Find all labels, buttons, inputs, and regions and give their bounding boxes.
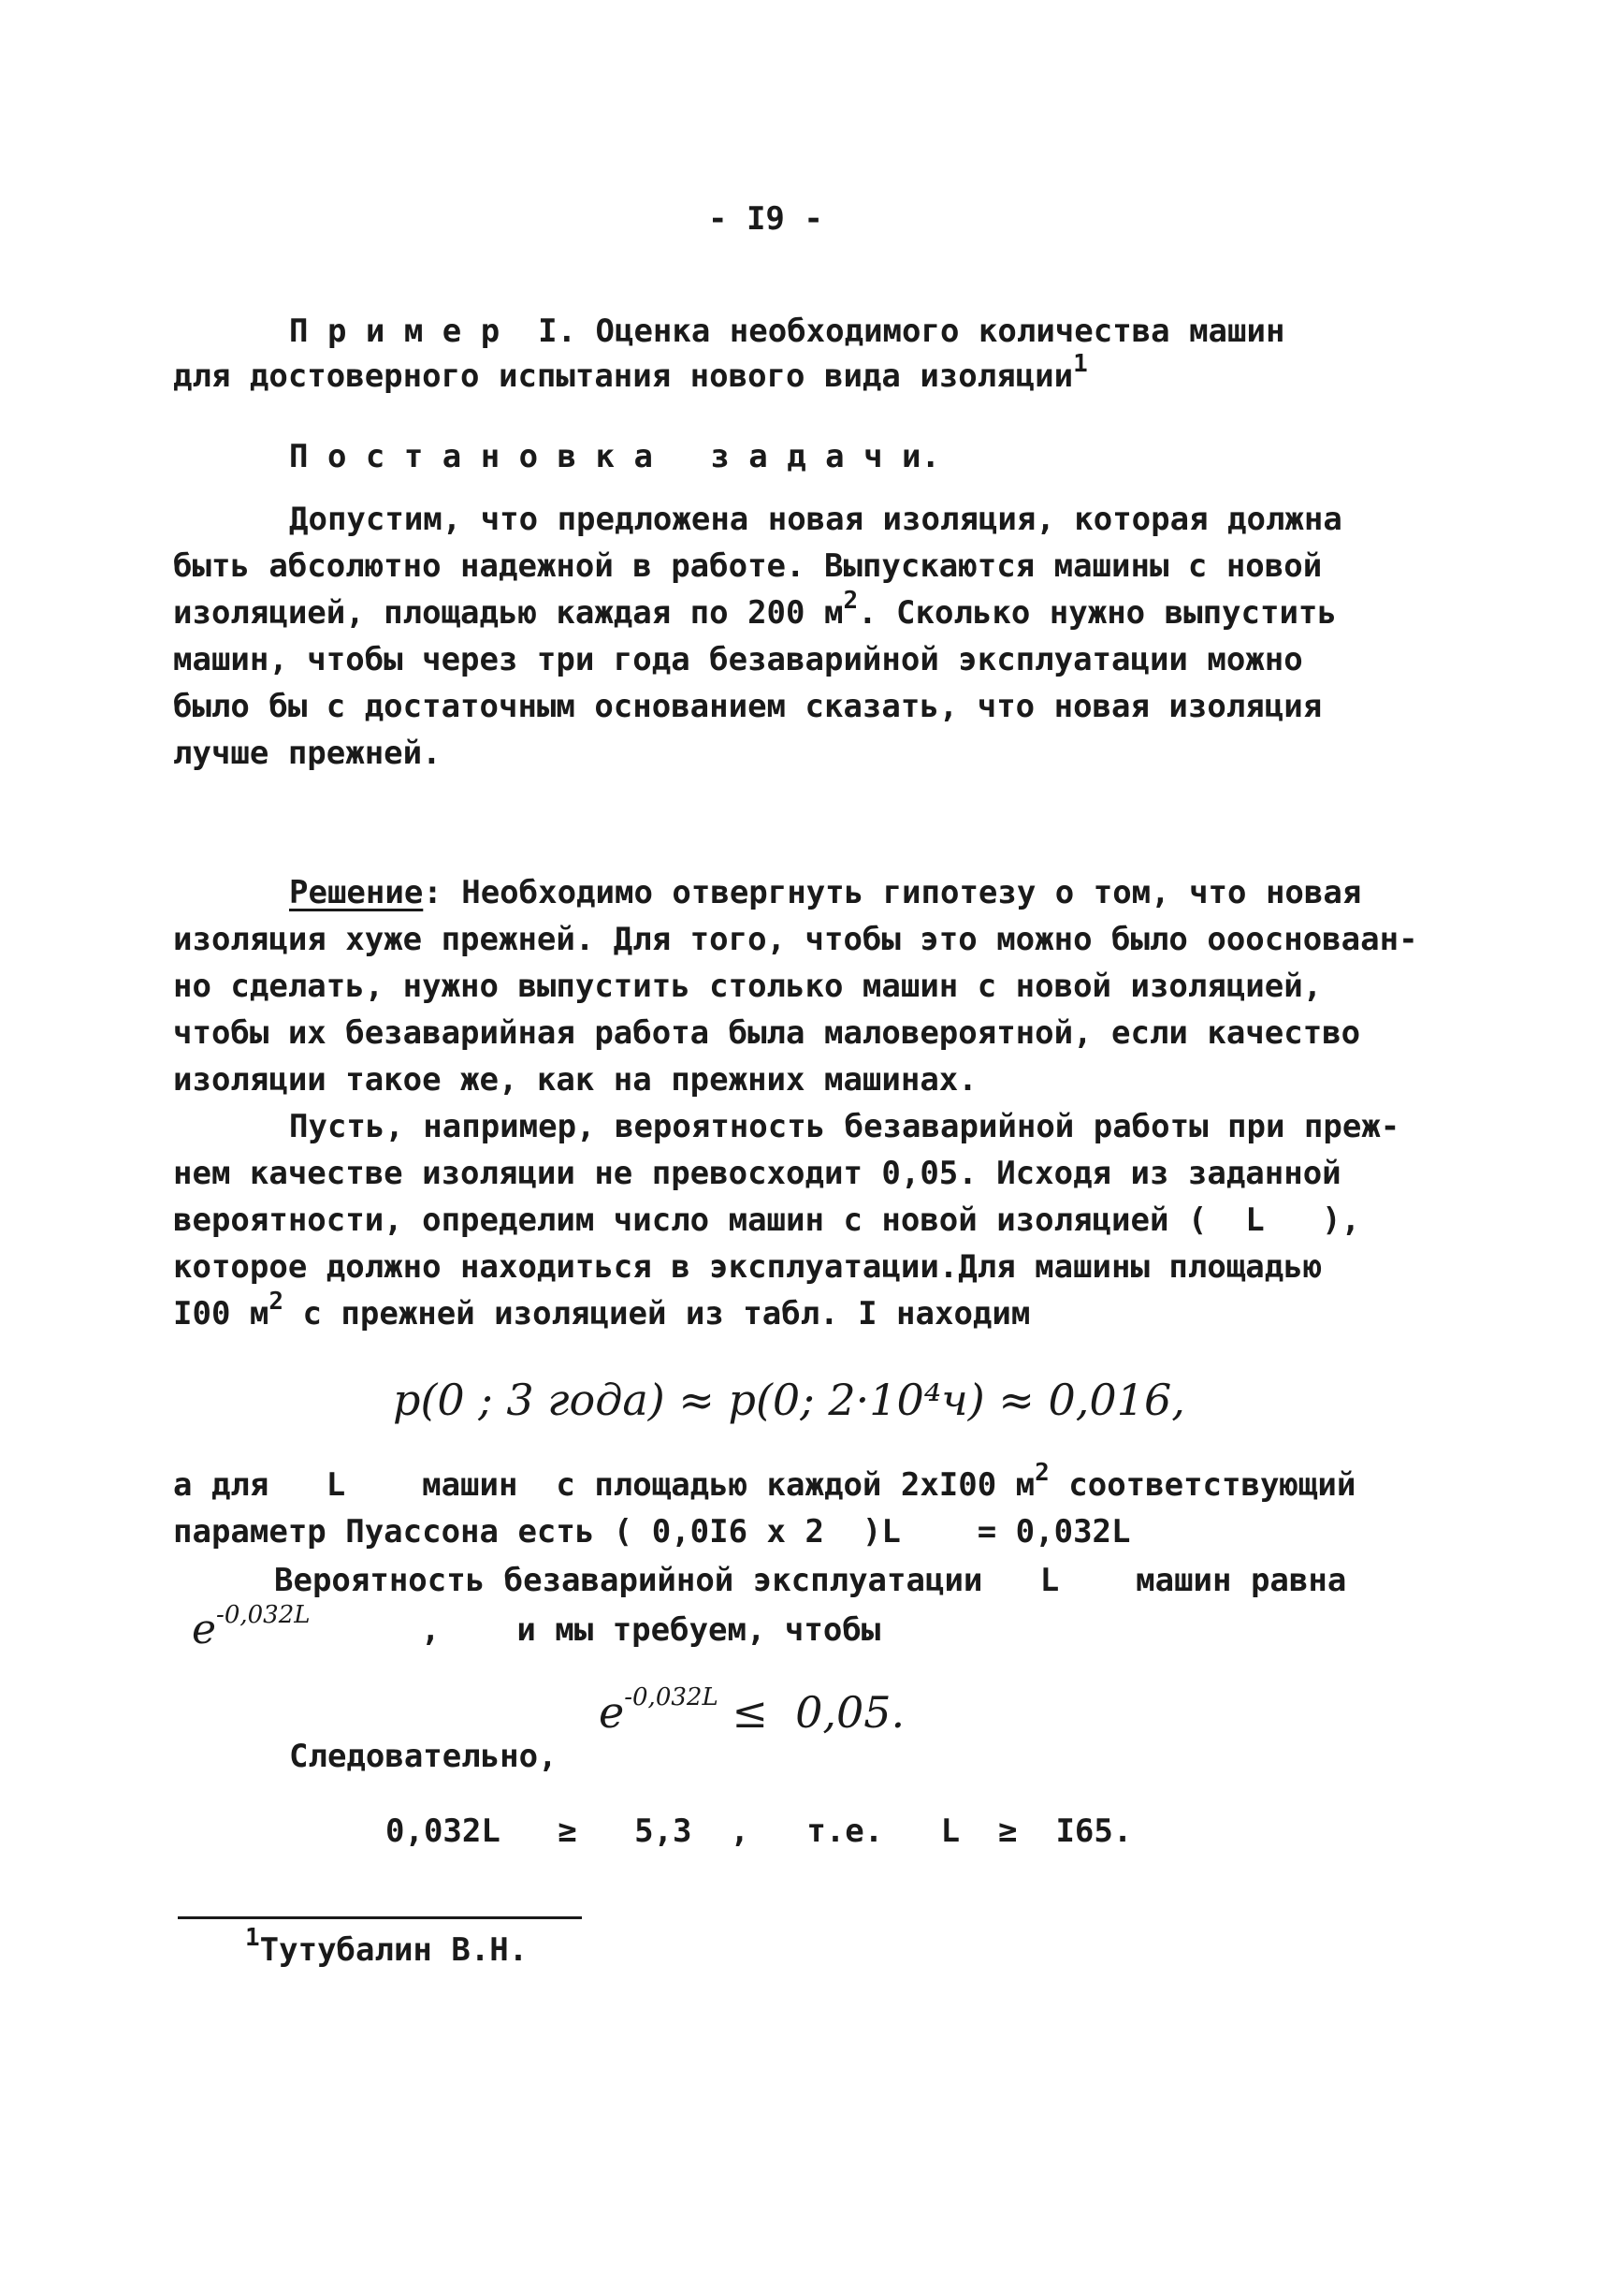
problem-line-1: Допустим, что предложена новая изоляция, которая должна (289, 501, 1342, 538)
solution-line-5: изоляции такое же, как на прежних машинах. (173, 1061, 978, 1099)
problem-line-3-tail: . Сколько нужно выпустить (858, 594, 1337, 632)
after-formula-line-1-text: а для L машин с площадью каждой 2хI00 м (173, 1466, 1036, 1504)
solution-para2-line-4: которое должно находиться в эксплуатации.Для машины площадью (173, 1248, 1323, 1286)
formula2-superscript: -0,032L (624, 1683, 718, 1711)
line-100-text: I00 м (173, 1295, 269, 1332)
therefore-label: Следовательно, (289, 1738, 558, 1775)
problem-line-2: быть абсолютно надежной в работе. Выпускаются машины с новой (173, 547, 1323, 585)
solution-para2-line-3: вероятности, определим число машин с новой изоляцией ( L ), (173, 1201, 1361, 1239)
formula2-base: e (599, 1687, 625, 1738)
after-formula-line-3: Вероятность безаварийной эксплуатации L машин равна (274, 1562, 1347, 1599)
after-formula-line-2: параметр Пуассона есть ( 0,0I6 х 2 )L = 0,032L (173, 1513, 1131, 1551)
example-title-line-1: П р и м е р I. Оценка необходимого количества машин (289, 313, 1285, 350)
footnote-divider (178, 1916, 582, 1919)
solution-label: Решение (289, 874, 424, 911)
solution-para2-line-1: Пусть, например, вероятность безаварийной работы при преж- (289, 1108, 1400, 1145)
problem-line-3-text: изоляцией, площадью каждая по 200 м (173, 594, 844, 632)
exp-base: e (192, 1606, 217, 1653)
formula-inequality (599, 1684, 905, 1748)
example-title-line-2 (173, 350, 1088, 400)
superscript: 2 (268, 1288, 284, 1316)
exponent-expression (192, 1601, 311, 1656)
exp-superscript: -0,032L (216, 1601, 311, 1629)
solution-line-4: чтобы их безаварийная работа была маловероятной, если качество (173, 1014, 1361, 1052)
superscript: 2 (843, 587, 859, 615)
line-100-tail: с прежней изоляцией из табл. I находим (283, 1295, 1031, 1332)
solution-line-1-text: : Необходимо отвергнуть гипотезу о том, что новая (423, 874, 1362, 911)
problem-line-3 (173, 587, 1337, 636)
footnote-reference: 1 (1073, 350, 1088, 378)
solution-para2-line-5 (173, 1288, 1031, 1337)
formula-probability: p(0 ; 3 года) ≈ p(0; 2·10⁴ч) ≈ 0,016, (393, 1375, 1185, 1425)
footnote-mark: 1 (245, 1924, 260, 1952)
solution-line-1 (289, 872, 1361, 913)
page-number: - I9 - (708, 200, 823, 238)
formula2-rest: ≤ 0,05. (718, 1687, 906, 1738)
solution-line-2: изоляция хуже прежней. Для того, чтобы это можно было ооосноваан- (173, 921, 1418, 958)
solution-line-3: но сделать, нужно выпустить столько машин с новой изоляцией, (173, 968, 1323, 1005)
footnote (245, 1924, 529, 1973)
after-formula-line-1-tail: соответствующий (1049, 1466, 1356, 1504)
after-formula-line-4: , и мы требуем, чтобы (421, 1611, 881, 1649)
after-formula-line-1 (173, 1459, 1356, 1508)
problem-line-4: машин, чтобы через три года безаварийной эксплуатации можно (173, 641, 1303, 678)
problem-line-5: было бы с достаточным основанием сказать, что новая изоляция (173, 688, 1323, 725)
problem-heading: П о с т а н о в к а з а д а ч и. (289, 438, 940, 475)
footnote-text: Тутубалин В.Н. (259, 1931, 529, 1969)
solution-para2-line-2: нем качестве изоляции не превосходит 0,05. Исходя из заданной (173, 1155, 1341, 1192)
superscript: 2 (1035, 1459, 1050, 1487)
example-title-text: для достоверного испытания нового вида изоляции (173, 357, 1074, 395)
problem-line-6: лучше прежней. (173, 735, 442, 772)
result-line: 0,032L ≥ 5,3 , т.е. L ≥ I65. (385, 1813, 1133, 1850)
